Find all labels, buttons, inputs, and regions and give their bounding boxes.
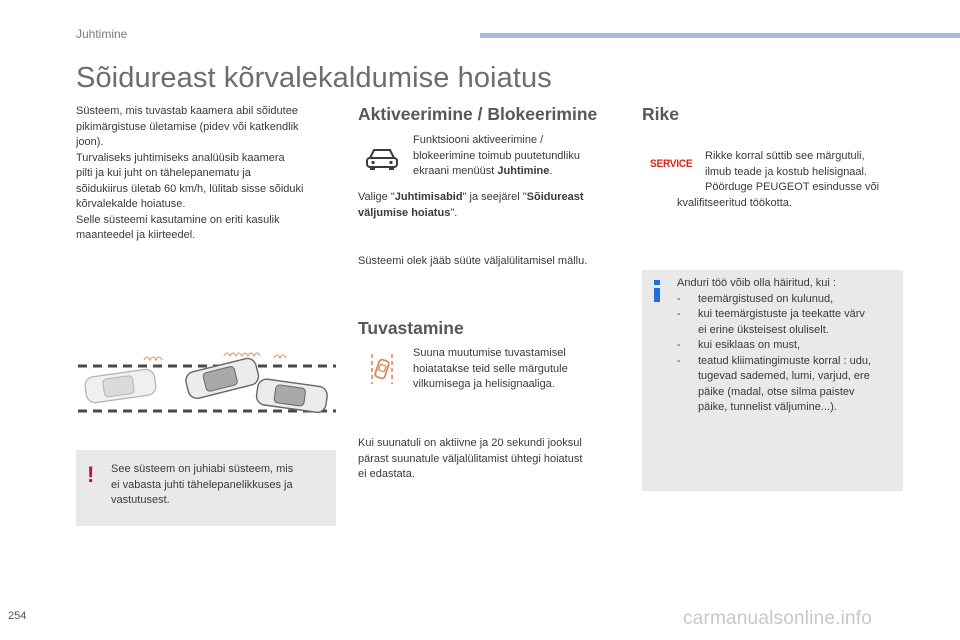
info-line: - teatud kliimatingimuste korral : udu, [698,354,872,367]
activation-text-prefix: ekraani menüüst [413,165,498,177]
warning-line: See süsteem on juhiabi süsteem, mis [111,463,294,475]
intro-line: Süsteem, mis tuvastab kaamera abil sõidutee [76,105,298,117]
intro-line: pilti ja kui juht on tähelepanematu ja [76,167,251,179]
activation-text-line [413,164,623,180]
intro-line: sõidukiirus ületab 60 km/h, lülitab sisse sõiduki [76,182,304,195]
memory-note: Süsteemi olek jääb süüte väljalülitamisel mällu. [358,255,588,267]
lane-departure-warning-icon [368,352,396,386]
info-line: päike (madal, otse silma paistev [698,385,855,398]
detection-note [358,436,638,483]
info-line: päike, tunnelist väljumine...). [698,401,837,413]
section-header: Juhtimine [76,27,128,41]
info-line: - kui teemärgistuste ja teekatte värv [698,308,865,320]
activation-text-suffix: . [549,165,553,177]
header-accent-bar [480,33,960,38]
info-list-item [677,292,899,308]
info-line: - kui esiklaas on must, [698,339,801,351]
select-option-1: Juhtimisabid [394,191,463,203]
detection-text-line: vilkumisega ja helisignaaliga. [413,378,555,390]
intro-line: maanteedel ja kiirteedel. [76,229,196,241]
select-suffix: ". [450,206,458,219]
activation-text-line: blokeerimine toimub puutetundliku [413,149,580,162]
info-list-item [677,338,899,354]
info-list [677,292,899,416]
select-option-2-part2: väljumise hoiatus [358,206,451,219]
warning-box [76,450,336,526]
detection-note-line: pärast suunatule väljalülitamist ühtegi hoiatust [358,452,583,465]
activation-heading: Aktiveerimine / Blokeerimine [358,104,598,124]
select-line-2 [358,206,628,222]
intro-line: joon). [76,136,104,148]
service-warning-icon: SERVICE [650,158,693,170]
select-option-2-part1: Sõidureast [526,191,584,203]
intro-line: kõrvalekalde hoiatuse. [76,198,186,210]
detection-note-line: ei edastata. [358,468,415,480]
menu-name: Juhtimine [497,165,550,177]
fault-text-line: kvalifitseeritud töökotta. [677,196,792,209]
select-prefix: Valige " [358,191,395,203]
detection-icon-text [413,346,623,393]
warning-exclamation-icon: ! [87,462,95,487]
fault-heading: Rike [642,104,679,124]
info-line: tugevad sademed, lumi, varjud, ere [698,370,870,382]
fault-text-line: Pöörduge PEUGEOT esindusse või [705,181,880,193]
info-line: ei erine üksteisest oluliselt. [698,323,829,336]
info-list-item [677,307,899,338]
info-content [677,276,899,416]
warning-line: vastutusest. [111,494,170,506]
activation-icon-text [413,133,623,180]
lane-departure-illustration [74,340,337,422]
intro-line: pikimärgistuse ületamise (pidev või katkendlik [76,120,299,133]
detection-heading: Tuvastamine [358,318,464,338]
intro-line: Turvaliseks juhtimiseks analüüsib kaamera [76,151,285,164]
warning-line: ei vabasta juhti tähelepanelikkuses ja [111,478,293,491]
car-front-icon [364,146,400,172]
fault-text [677,149,915,211]
intro-line: Selle süsteemi kasutamine on eriti kasulik [76,213,280,226]
info-list-item [677,354,899,416]
intro-paragraph [76,104,346,244]
info-box [642,270,903,491]
detection-note-line: Kui suunatuli on aktiivne ja 20 sekundi jooksul [358,437,582,449]
activation-text-line: Funktsiooni aktiveerimine / [413,134,544,146]
fault-text-line: Rikke korral süttib see märgutuli, [705,150,865,162]
detection-text-line: hoiatatakse teid selle märgutule [413,362,568,375]
detection-text-line: Suuna muutumise tuvastamisel [413,347,566,359]
info-icon [654,280,660,302]
info-line: - teemärgistused on kulunud, [698,292,834,305]
warning-text [111,462,331,509]
fault-text-line: ilmub teade ja kostub helisignaal. [705,165,868,178]
page-title: Sõidureast kõrvalekaldumise hoiatus [76,62,552,94]
watermark: carmanualsonline.info [683,608,873,629]
info-intro: Anduri töö võib olla häiritud, kui : [677,277,836,289]
page-number: 254 [8,610,27,622]
activation-select-instruction [358,190,628,221]
select-mid: " ja seejärel " [462,191,527,203]
select-line-1 [358,190,628,206]
